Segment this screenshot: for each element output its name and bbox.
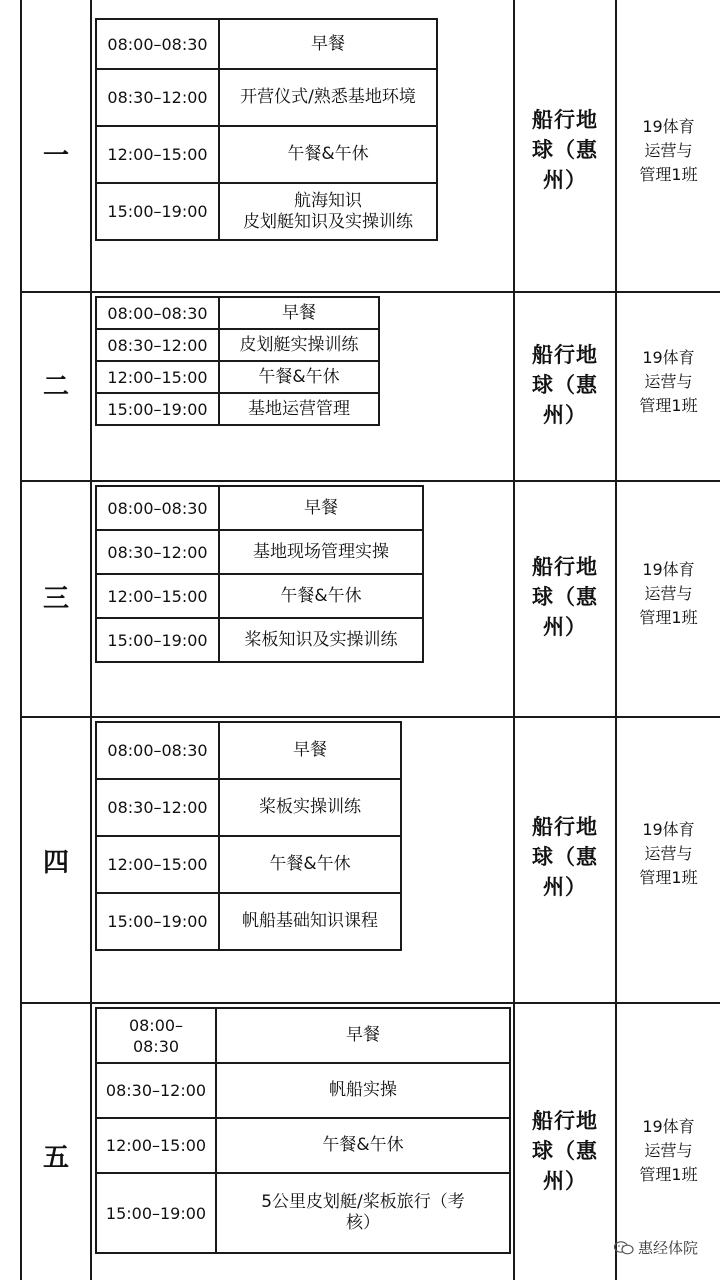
time-cell: 12:00–15:00 bbox=[96, 361, 219, 393]
watermark bbox=[614, 1237, 698, 1258]
activity-cell: 基地运营管理 bbox=[219, 393, 379, 425]
activity-cell: 早餐 bbox=[219, 297, 379, 329]
schedule-table bbox=[95, 1007, 511, 1254]
class-line: 19体育 bbox=[642, 117, 695, 136]
class-line: 运营与 bbox=[644, 1141, 693, 1160]
row-divider bbox=[20, 1002, 720, 1004]
time-cell: 08:30–12:00 bbox=[96, 779, 219, 836]
location-line: 球（惠 bbox=[532, 585, 598, 609]
class-line: 19体育 bbox=[642, 560, 695, 579]
activity-cell: 午餐&午休 bbox=[219, 836, 401, 893]
activity-cell: 早餐 bbox=[219, 19, 437, 69]
location-line: 球（惠 bbox=[532, 373, 598, 397]
location-line: 州） bbox=[543, 403, 587, 427]
location-line: 球（惠 bbox=[532, 138, 598, 162]
time-cell: 08:00– 08:30 bbox=[96, 1008, 216, 1063]
activity-cell: 桨板实操训练 bbox=[219, 779, 401, 836]
day-label: 一 bbox=[42, 141, 69, 171]
day-label: 二 bbox=[42, 372, 69, 402]
watermark-text: 惠经体院 bbox=[637, 1239, 698, 1257]
activity-cell: 午餐&午休 bbox=[216, 1118, 510, 1173]
time-cell: 08:30–12:00 bbox=[96, 69, 219, 126]
location-label bbox=[515, 552, 615, 642]
activity-cell: 午餐&午休 bbox=[219, 126, 437, 183]
class-label bbox=[617, 115, 720, 187]
activity-cell: 基地现场管理实操 bbox=[219, 530, 423, 574]
class-line: 管理1班 bbox=[639, 165, 698, 184]
schedule-table bbox=[95, 721, 402, 951]
time-cell: 12:00–15:00 bbox=[96, 1118, 216, 1173]
time-cell: 15:00–19:00 bbox=[96, 1173, 216, 1253]
location-label bbox=[515, 340, 615, 430]
time-cell: 15:00–19:00 bbox=[96, 393, 219, 425]
class-label bbox=[617, 346, 720, 418]
activity-cell: 航海知识 皮划艇知识及实操训练 bbox=[219, 183, 437, 240]
activity-cell: 早餐 bbox=[216, 1008, 510, 1063]
location-line: 船行地 bbox=[532, 555, 598, 579]
class-line: 19体育 bbox=[642, 348, 695, 367]
class-line: 运营与 bbox=[644, 844, 693, 863]
class-label bbox=[617, 558, 720, 630]
class-line: 管理1班 bbox=[639, 396, 698, 415]
time-cell: 15:00–19:00 bbox=[96, 183, 219, 240]
location-line: 船行地 bbox=[532, 1109, 598, 1133]
grid-line bbox=[20, 0, 22, 1280]
row-divider bbox=[20, 716, 720, 718]
location-line: 球（惠 bbox=[532, 1139, 598, 1163]
time-cell: 08:00–08:30 bbox=[96, 19, 219, 69]
class-line: 管理1班 bbox=[639, 868, 698, 887]
class-label bbox=[617, 1115, 720, 1187]
time-cell: 12:00–15:00 bbox=[96, 126, 219, 183]
activity-cell: 皮划艇实操训练 bbox=[219, 329, 379, 361]
location-line: 球（惠 bbox=[532, 845, 598, 869]
time-cell: 12:00–15:00 bbox=[96, 836, 219, 893]
location-line: 州） bbox=[543, 1169, 587, 1193]
schedule-table bbox=[95, 485, 424, 663]
time-cell: 15:00–19:00 bbox=[96, 618, 219, 662]
day-label: 四 bbox=[42, 848, 69, 878]
row-divider bbox=[20, 480, 720, 482]
schedule-table bbox=[95, 296, 380, 426]
day-label: 五 bbox=[42, 1143, 69, 1173]
time-cell: 08:00–08:30 bbox=[96, 722, 219, 779]
location-line: 船行地 bbox=[532, 815, 598, 839]
time-cell: 08:30–12:00 bbox=[96, 530, 219, 574]
time-cell: 08:30–12:00 bbox=[96, 329, 219, 361]
time-cell: 12:00–15:00 bbox=[96, 574, 219, 618]
activity-cell: 午餐&午休 bbox=[219, 574, 423, 618]
class-line: 19体育 bbox=[642, 1117, 695, 1136]
activity-cell: 5公里皮划艇/桨板旅行（考 核） bbox=[216, 1173, 510, 1253]
activity-cell: 早餐 bbox=[219, 486, 423, 530]
class-line: 管理1班 bbox=[639, 1165, 698, 1184]
location-line: 州） bbox=[543, 875, 587, 899]
time-cell: 08:30–12:00 bbox=[96, 1063, 216, 1118]
class-line: 运营与 bbox=[644, 141, 693, 160]
location-line: 州） bbox=[543, 615, 587, 639]
grid-line bbox=[615, 0, 617, 1280]
wechat-icon bbox=[614, 1241, 634, 1255]
class-label bbox=[617, 818, 720, 890]
location-line: 船行地 bbox=[532, 343, 598, 367]
location-line: 州） bbox=[543, 168, 587, 192]
class-line: 19体育 bbox=[642, 820, 695, 839]
time-cell: 08:00–08:30 bbox=[96, 486, 219, 530]
location-label bbox=[515, 812, 615, 902]
activity-cell: 午餐&午休 bbox=[219, 361, 379, 393]
schedule-table bbox=[95, 18, 438, 241]
activity-cell: 早餐 bbox=[219, 722, 401, 779]
activity-cell: 开营仪式/熟悉基地环境 bbox=[219, 69, 437, 126]
location-line: 船行地 bbox=[532, 108, 598, 132]
location-label bbox=[515, 1106, 615, 1196]
activity-cell: 帆船基础知识课程 bbox=[219, 893, 401, 950]
class-line: 管理1班 bbox=[639, 608, 698, 627]
activity-cell: 帆船实操 bbox=[216, 1063, 510, 1118]
grid-line bbox=[90, 0, 92, 1280]
time-cell: 08:00–08:30 bbox=[96, 297, 219, 329]
time-cell: 15:00–19:00 bbox=[96, 893, 219, 950]
class-line: 运营与 bbox=[644, 584, 693, 603]
row-divider bbox=[20, 291, 720, 293]
location-label bbox=[515, 105, 615, 195]
day-label: 三 bbox=[42, 584, 69, 614]
activity-cell: 桨板知识及实操训练 bbox=[219, 618, 423, 662]
class-line: 运营与 bbox=[644, 372, 693, 391]
